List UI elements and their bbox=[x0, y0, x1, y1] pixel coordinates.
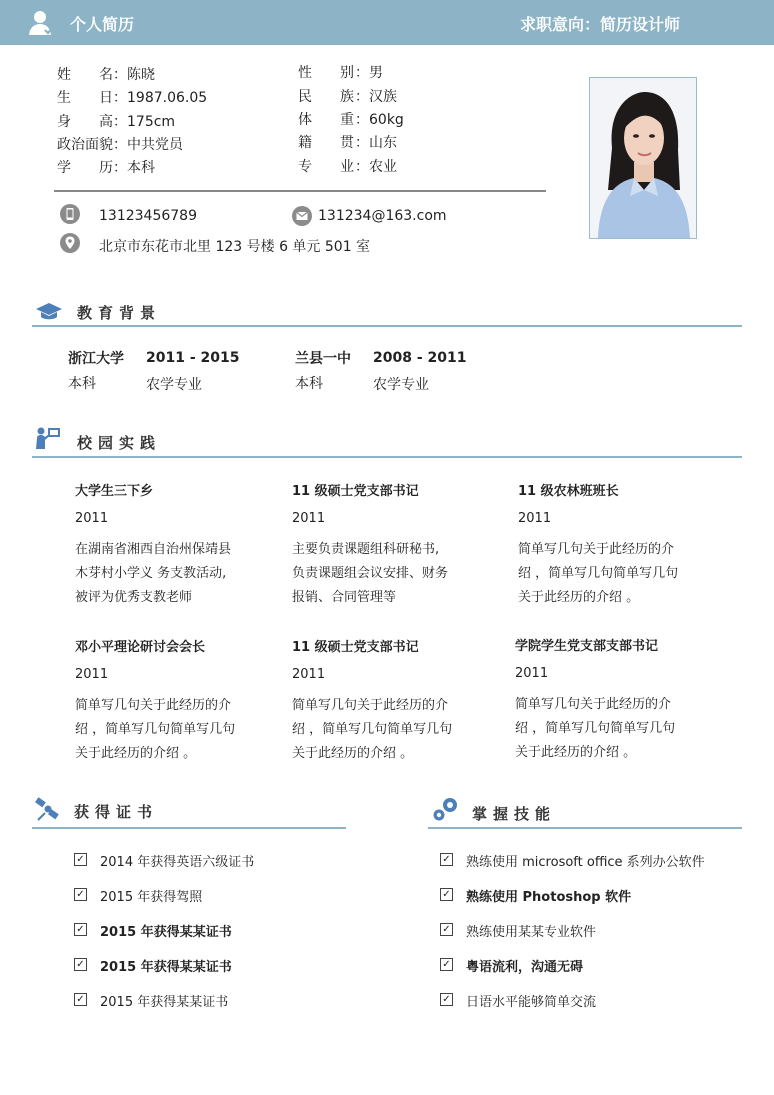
skills-title: 掌握技能 bbox=[472, 805, 557, 823]
degree: 本科 bbox=[68, 376, 96, 392]
practice-title: 校园实践 bbox=[77, 434, 162, 452]
school-name: 浙江大学 bbox=[68, 351, 124, 367]
info-value: 60kg bbox=[369, 112, 404, 128]
profile-photo bbox=[589, 77, 697, 239]
info-value: 本科 bbox=[127, 160, 155, 176]
resume-title: 个人简历 bbox=[70, 15, 135, 34]
satellite-icon bbox=[35, 796, 61, 822]
practice-item-title: 邓小平理论研讨会会长 bbox=[75, 640, 206, 655]
portrait-image bbox=[590, 78, 696, 238]
phone-number: 13123456789 bbox=[99, 208, 197, 224]
info-value: 175cm bbox=[127, 114, 176, 130]
gears-icon bbox=[432, 796, 460, 822]
location-icon bbox=[60, 233, 80, 253]
info-value: 农业 bbox=[369, 159, 397, 175]
practice-item-year: 2011 bbox=[292, 667, 326, 682]
info-label: 性 别 bbox=[298, 65, 354, 81]
header-bar bbox=[0, 0, 774, 45]
certificates-underline bbox=[32, 827, 346, 829]
practice-item-title: 11 级硕士党支部书记 bbox=[292, 484, 419, 499]
checkbox-icon: ✓ bbox=[74, 853, 87, 866]
divider bbox=[54, 190, 546, 192]
info-label: 身 高 bbox=[57, 114, 113, 130]
info-label: 专 业 bbox=[298, 159, 354, 175]
school-years: 2008 - 2011 bbox=[373, 350, 467, 366]
practice-item-year: 2011 bbox=[75, 511, 109, 526]
checkbox-icon: ✓ bbox=[74, 888, 87, 901]
info-label: 政治面貌 bbox=[57, 137, 113, 153]
info-value: 男 bbox=[369, 65, 383, 81]
info-value: 1987.06.05 bbox=[127, 90, 208, 106]
address: 北京市东花市北里 123 号楼 6 单元 501 室 bbox=[99, 239, 371, 255]
practice-item-desc: 简单写几句关于此经历的介 绍 ，简单写几句简单写几句 关于此经历的介绍 。 bbox=[518, 542, 679, 605]
degree: 本科 bbox=[295, 376, 323, 392]
practice-item-desc: 简单写几句关于此经历的介 绍 ，简单写几句简单写几句 关于此经历的介绍 。 bbox=[292, 698, 453, 761]
practice-item-year: 2011 bbox=[518, 511, 552, 526]
info-label: 体 重 bbox=[298, 112, 354, 128]
practice-item-year: 2011 bbox=[292, 511, 326, 526]
certificates-title: 获得证书 bbox=[74, 803, 159, 821]
checkbox-icon: ✓ bbox=[440, 853, 453, 866]
practice-item-year: 2011 bbox=[75, 667, 109, 682]
user-icon bbox=[28, 9, 56, 37]
practice-item-year: 2011 bbox=[515, 666, 549, 681]
email-icon bbox=[292, 206, 312, 226]
graduation-cap-icon bbox=[35, 301, 63, 321]
school-years: 2011 - 2015 bbox=[146, 350, 240, 366]
info-label: 民 族 bbox=[298, 89, 354, 105]
checkbox-icon: ✓ bbox=[440, 923, 453, 936]
practice-item-title: 大学生三下乡 bbox=[75, 484, 154, 499]
school-name: 兰县一中 bbox=[295, 351, 351, 367]
practice-item-desc: 主要负责课题组科研秘书, 负责课题组会议安排、财务 报销、合同管理等 bbox=[292, 542, 449, 605]
checkbox-icon: ✓ bbox=[440, 993, 453, 1006]
practice-item-title: 11 级硕士党支部书记 bbox=[292, 640, 419, 655]
info-label: 姓 名 bbox=[57, 67, 113, 83]
info-label: 学 历 bbox=[57, 160, 113, 176]
practice-item-desc: 简单写几句关于此经历的介 绍 ，简单写几句简单写几句 关于此经历的介绍 。 bbox=[515, 697, 676, 760]
skills-underline bbox=[428, 827, 742, 829]
phone-icon bbox=[60, 204, 80, 224]
practice-item-desc: 简单写几句关于此经历的介 绍 ，简单写几句简单写几句 关于此经历的介绍 。 bbox=[75, 698, 236, 761]
info-label: 生 日 bbox=[57, 90, 113, 106]
checkbox-icon: ✓ bbox=[74, 958, 87, 971]
education-title: 教育背景 bbox=[77, 304, 162, 322]
practice-item-title: 11 级农林班班长 bbox=[518, 484, 619, 499]
info-value: 陈晓 bbox=[127, 67, 155, 83]
job-intent: 求职意向：简历设计师 bbox=[519, 15, 680, 34]
presentation-icon bbox=[35, 426, 61, 450]
info-value: 山东 bbox=[369, 135, 397, 151]
email-address: 131234@163.com bbox=[318, 208, 447, 224]
info-value: 中共党员 bbox=[127, 137, 183, 153]
education-underline bbox=[32, 325, 742, 327]
checkbox-icon: ✓ bbox=[440, 888, 453, 901]
info-label: 籍 贯 bbox=[298, 135, 354, 151]
practice-item-desc: 在湖南省湘西自治州保靖县 木芽村小学义 务支教活动, 被评为优秀支教老师 bbox=[75, 542, 232, 605]
checkbox-icon: ✓ bbox=[74, 923, 87, 936]
practice-item-title: 学院学生党支部支部书记 bbox=[515, 639, 659, 654]
practice-underline bbox=[32, 456, 742, 458]
info-value: 汉族 bbox=[369, 89, 397, 105]
major: 农学专业 bbox=[373, 377, 429, 393]
checkbox-icon: ✓ bbox=[74, 993, 87, 1006]
major: 农学专业 bbox=[146, 377, 202, 393]
checkbox-icon: ✓ bbox=[440, 958, 453, 971]
